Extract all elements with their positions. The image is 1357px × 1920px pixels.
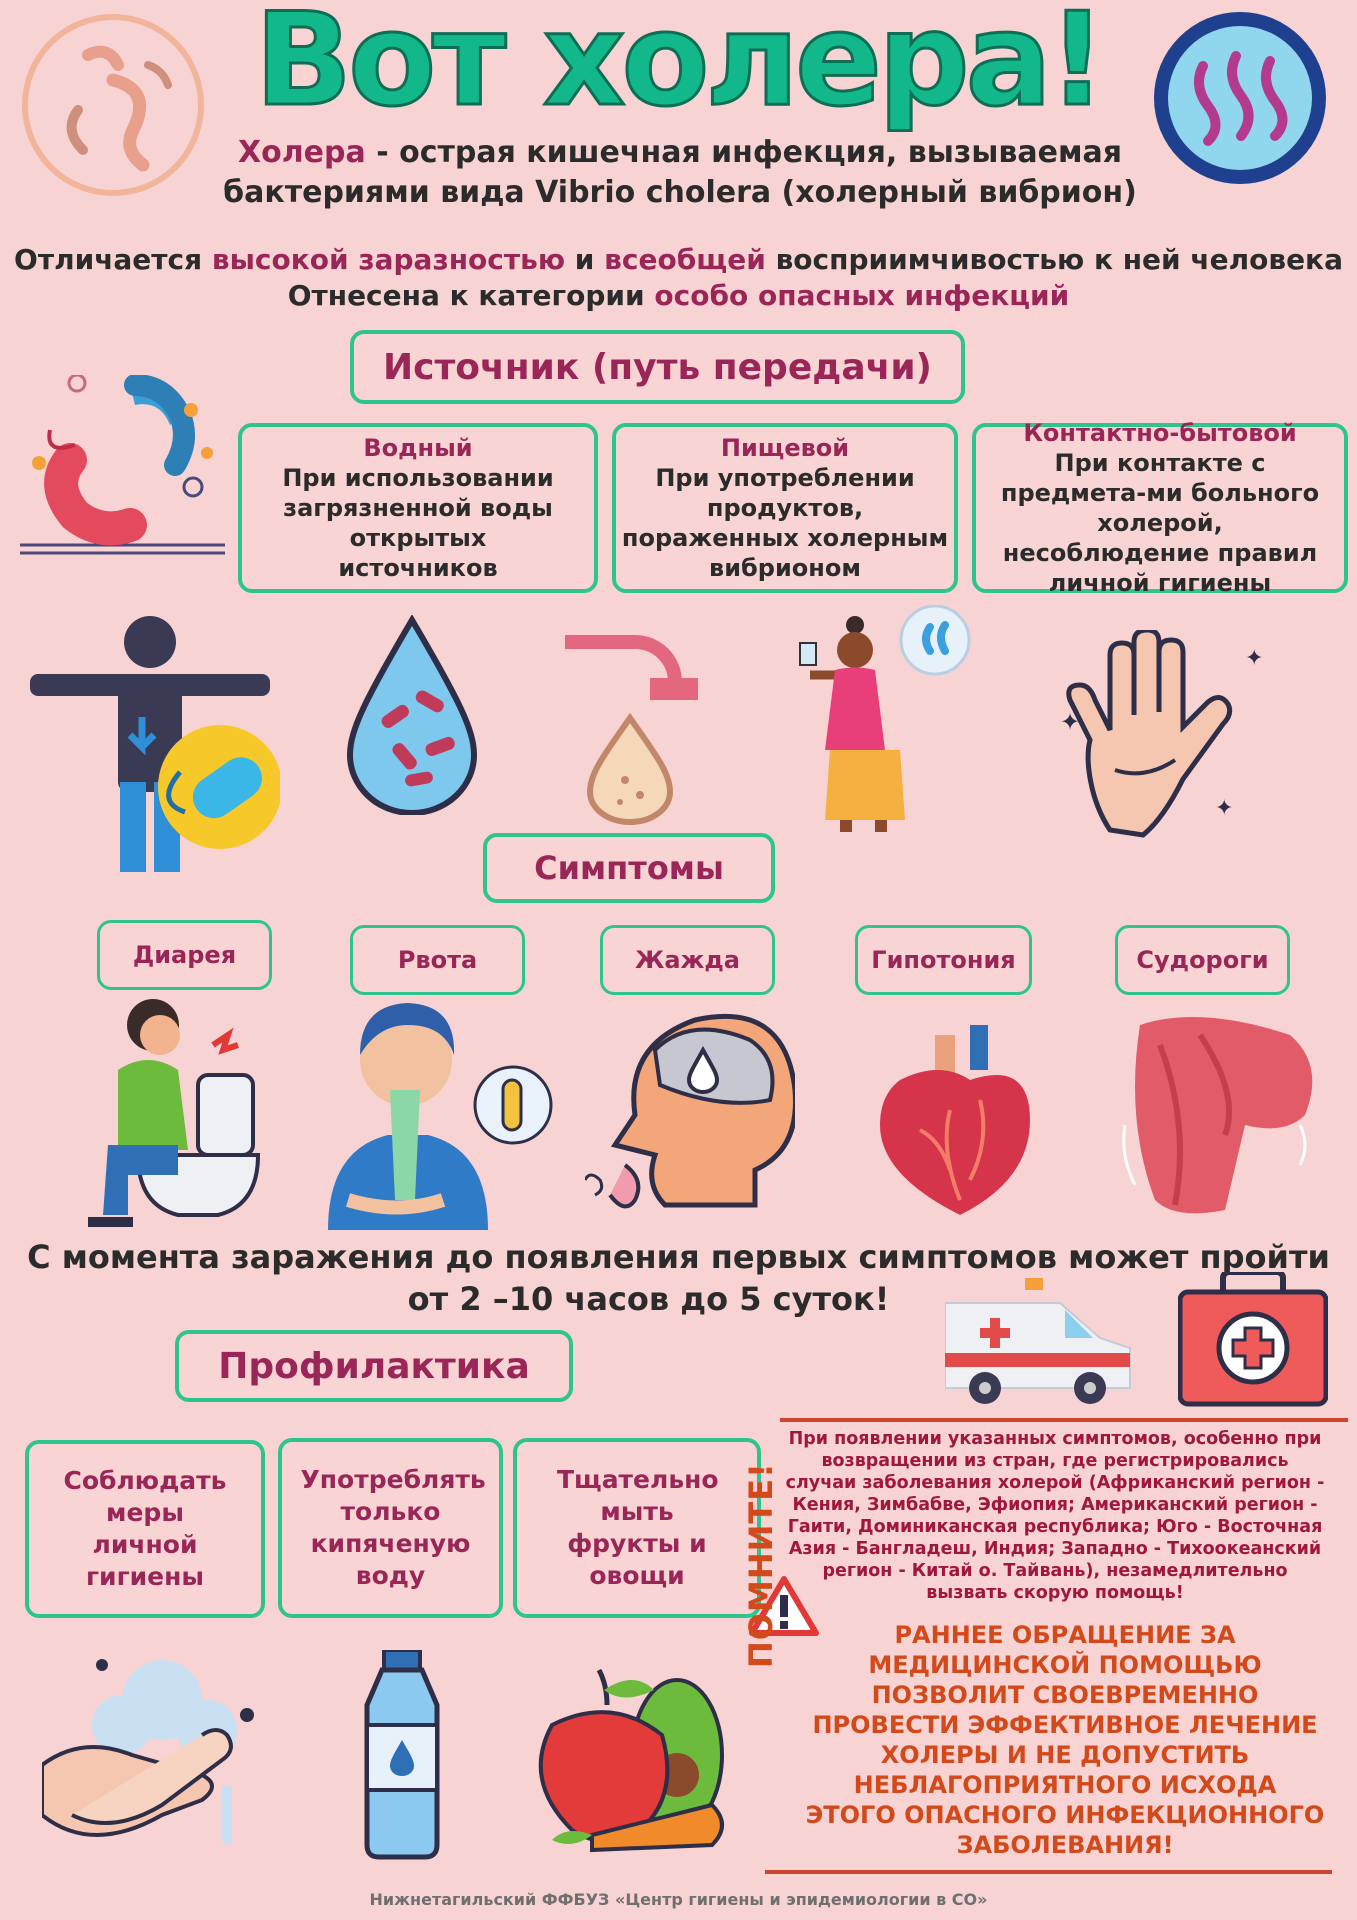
- water-bottle-icon: [352, 1650, 452, 1860]
- intro-term: Холера: [237, 135, 366, 170]
- symptom-label: Судороги: [1136, 946, 1269, 974]
- infected-person-icon: [30, 612, 280, 877]
- prevention-wash-produce: [513, 1438, 761, 1618]
- symptom-hypotension: [855, 925, 1032, 995]
- symptom-thirst: [600, 925, 775, 995]
- bacteria-icon: [15, 375, 230, 560]
- incubation-note: [0, 1236, 1357, 1320]
- svg-text:✦: ✦: [1215, 796, 1234, 821]
- page-title: Вот холера!: [254, 0, 1103, 135]
- ambulance-icon: [945, 1278, 1135, 1408]
- source-card-text: При контакте с предмета-ми больного холерой, несоблюдение правил личной гигиены: [1000, 449, 1320, 597]
- symptoms-header-label: Симптомы: [534, 849, 724, 887]
- symptom-diarrhea: [97, 920, 272, 990]
- fruits-vegetables-icon: [532, 1665, 732, 1870]
- prevention-hygiene: [25, 1440, 265, 1618]
- prevention-label: Соблюдать меры личной гигиены: [63, 1466, 227, 1591]
- feature-text: и: [565, 243, 605, 276]
- thirsty-head-icon: [585, 1005, 795, 1220]
- source-card-title: Пищевой: [720, 434, 850, 462]
- prevention-label: Тщательно мыть фрукты и овощи: [557, 1465, 719, 1590]
- heart-organ-icon: [880, 1010, 1040, 1215]
- warning-divider-top: [780, 1418, 1348, 1422]
- feature-highlight: всеобщей: [604, 243, 766, 276]
- feature-highlight: особо опасных инфекций: [654, 279, 1070, 312]
- first-aid-kit-icon: [1178, 1272, 1328, 1407]
- faucet-icon: [560, 620, 700, 825]
- source-card-title: Контактно-бытовой: [1023, 419, 1297, 447]
- washing-hands-icon: [42, 1655, 267, 1865]
- intro-line1: - острая кишечная инфекция, вызываемая: [365, 135, 1123, 170]
- remember-text: РАННЕЕ ОБРАЩЕНИЕ ЗА МЕДИЦИНСКОЙ ПОМОЩЬЮ ПОЗВОЛИТ СВОЕВРЕМЕННО ПРОВЕСТИ ЭФФЕКТИВНОЕ ЛЕЧЕНИЕ ХОЛЕРЫ И НЕ ДОПУСТИТЬ НЕБЛАГОПРИЯТНОГО ИСХОДА ЭТОГО ОПАСНОГО ИНФЕКЦИОННОГО ЗАБОЛЕВАНИЯ!: [805, 1621, 1325, 1859]
- source-card-title: Водный: [363, 434, 473, 462]
- source-card-contact: [972, 419, 1348, 597]
- symptom-label: Гипотония: [871, 946, 1016, 974]
- symptoms-header: [483, 833, 775, 903]
- incubation-line-2: от 2 –10 часов до 5 суток!: [407, 1280, 890, 1318]
- source-header: [350, 330, 965, 404]
- source-card-water: [238, 423, 598, 593]
- feature-line-1: [0, 242, 1357, 278]
- symptom-label: Жажда: [634, 946, 741, 974]
- vomiting-person-icon: [328, 1000, 553, 1230]
- feature-text: Отличается: [14, 243, 212, 276]
- remember-vertical-label: ПОМНИТЕ!: [742, 1462, 780, 1668]
- symptom-label: Рвота: [397, 946, 478, 974]
- incubation-line-1: С момента заражения до появления первых симптомов может пройти: [27, 1238, 1330, 1276]
- symptom-label: Диарея: [132, 941, 237, 969]
- feature-line-2: [0, 278, 1357, 314]
- warning-divider-bottom: [765, 1870, 1332, 1874]
- muscle-icon: [1120, 1005, 1315, 1220]
- toilet-person-icon: [78, 995, 273, 1230]
- source-card-text: При использовании загрязненной воды открытых источников: [282, 464, 554, 582]
- svg-text:✦: ✦: [1060, 708, 1081, 736]
- intro-text: [180, 133, 1180, 213]
- warning-text: При появлении указанных симптомов, особенно при возвращении из стран, где регистрировались случаи заболевания холерой (Африканский регион - Кения, Зимбабве, Эфиопия; Американский регион - Гаити, Доминиканская республика; Юго - Восточная Азия - Бангладеш, Индия; Западно - Тихоокеанский регион - Китай о. Тайвань), незамедлительно вызвать скорую помощь!: [785, 1429, 1325, 1603]
- woman-drinking-icon: [790, 605, 990, 835]
- feature-text: Отнесена к категории: [287, 279, 655, 312]
- intro-line2: бактериями вида Vibrio cholera (холерный вибрион): [223, 175, 1137, 210]
- symptom-vomiting: [350, 925, 525, 995]
- feature-text: восприимчивостью к ней человека: [765, 243, 1343, 276]
- source-card-text: При употреблении продуктов, пораженных холерным вибрионом: [621, 464, 949, 582]
- footer-organization: Нижнетагильский ФФБУЗ «Центр гигиены и эпидемиологии в СО»: [369, 1890, 988, 1909]
- source-header-label: Источник (путь передачи): [382, 346, 933, 388]
- prevention-header-label: Профилактика: [218, 1345, 530, 1387]
- prevention-header: [175, 1330, 573, 1402]
- prevention-boiled-water: [278, 1438, 503, 1618]
- symptom-cramps: [1115, 925, 1290, 995]
- hand-icon: [1055, 630, 1275, 845]
- source-card-food: [612, 423, 958, 593]
- svg-text:✦: ✦: [1245, 646, 1264, 671]
- contaminated-water-drop-icon: [345, 615, 480, 815]
- feature-highlight: высокой заразностью: [211, 243, 566, 276]
- prevention-label: Употреблять только кипяченую воду: [300, 1465, 486, 1590]
